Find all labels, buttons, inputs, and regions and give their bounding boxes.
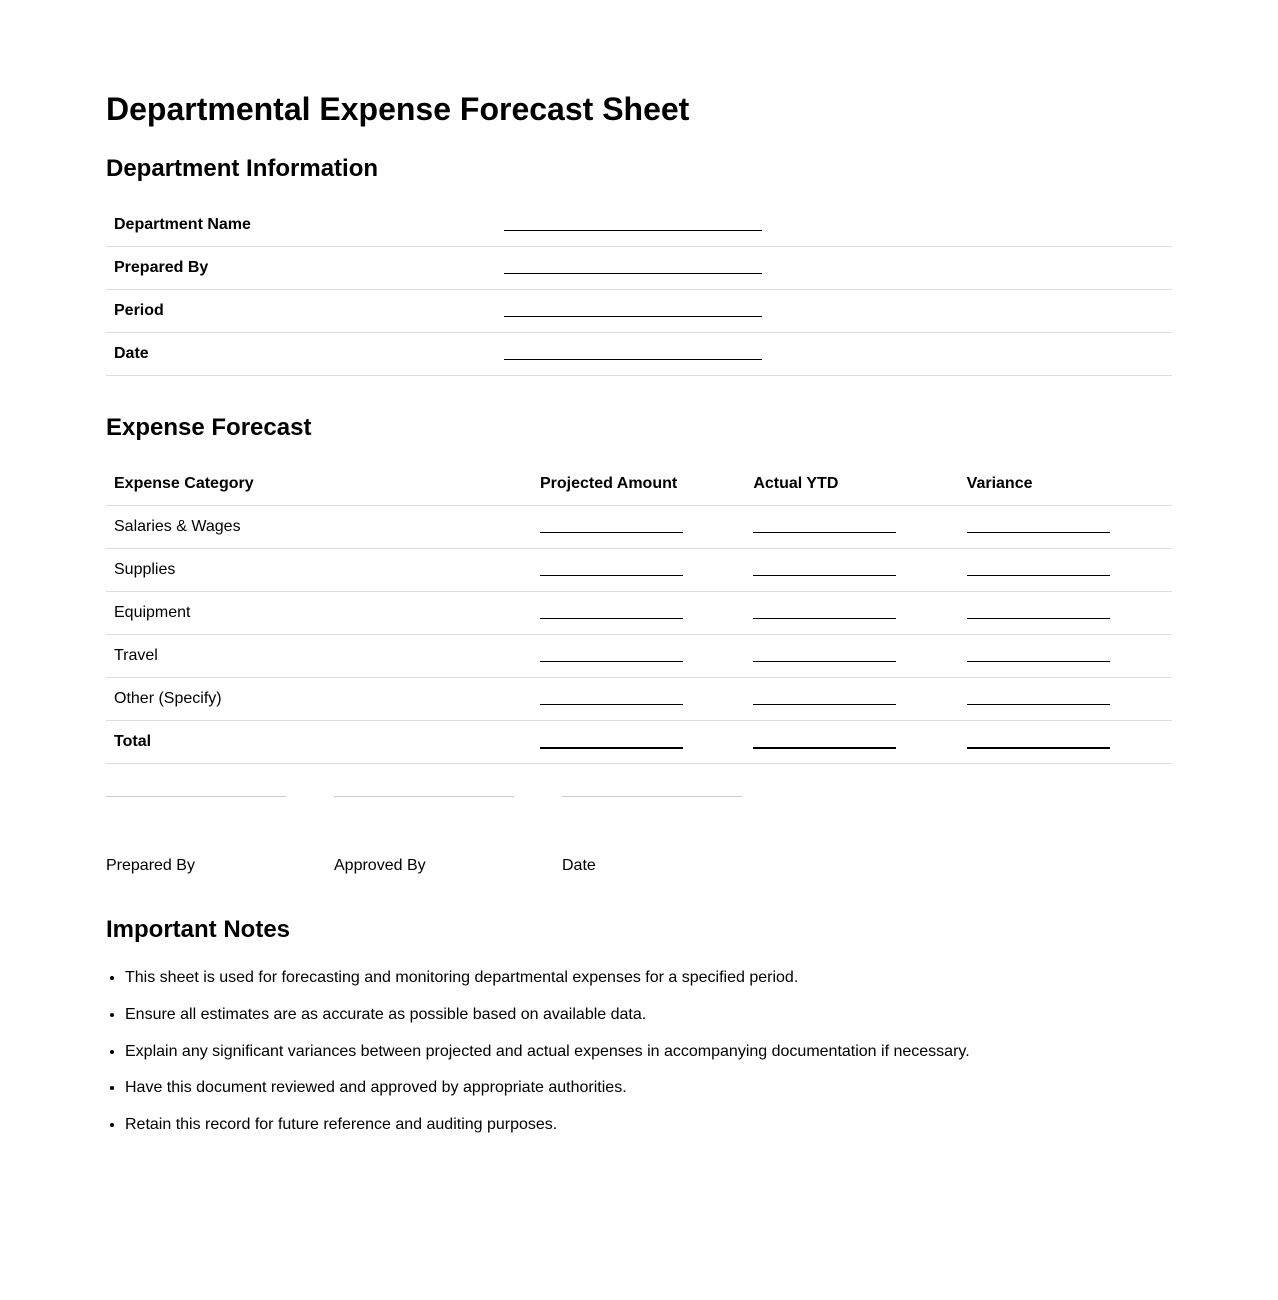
- approved-by-signature-line[interactable]: [334, 796, 514, 797]
- info-row-prepared-by: [106, 247, 1172, 290]
- list-item: • Ensure all estimates are as accurate as possible based on available data.: [125, 1005, 1165, 1025]
- total-label: Total: [106, 721, 532, 764]
- department-name-field[interactable]: [496, 204, 1172, 247]
- period-label: Period: [106, 290, 496, 333]
- prepared-by-line: [504, 273, 762, 274]
- signature-labels: [106, 857, 806, 877]
- category-cell: Other (Specify): [106, 678, 532, 721]
- period-field[interactable]: [496, 290, 1172, 333]
- date-line: [504, 359, 762, 360]
- total-variance-field[interactable]: [959, 721, 1172, 764]
- notes-list: [106, 968, 1165, 1152]
- blank-line: [753, 575, 896, 576]
- expense-forecast-heading: Expense Forecast: [106, 414, 312, 441]
- category-cell: Salaries & Wages: [106, 506, 532, 549]
- blank-line: [753, 532, 896, 533]
- total-actual-ytd-field[interactable]: [745, 721, 958, 764]
- variance-field[interactable]: [959, 506, 1172, 549]
- blank-line: [967, 532, 1110, 533]
- blank-line: [540, 704, 683, 705]
- list-item: • Explain any significant variances between projected and actual expenses in accompanying documentation if necessary.: [125, 1042, 1165, 1062]
- table-row: [106, 678, 1172, 721]
- total-line: [967, 747, 1110, 749]
- blank-line: [540, 661, 683, 662]
- actual-ytd-field[interactable]: [745, 506, 958, 549]
- notes-heading: Important Notes: [106, 916, 291, 943]
- prepared-by-label: Prepared By: [106, 247, 496, 290]
- projected-amount-field[interactable]: [532, 506, 745, 549]
- department-info-table: [106, 204, 1172, 376]
- category-cell: Supplies: [106, 549, 532, 592]
- column-header-variance: Variance: [959, 463, 1172, 506]
- prepared-by-signature-line[interactable]: [106, 796, 286, 797]
- approved-by-signature-label: Approved By: [334, 857, 426, 874]
- total-line: [753, 747, 896, 749]
- total-projected-field[interactable]: [532, 721, 745, 764]
- actual-ytd-field[interactable]: [745, 635, 958, 678]
- table-row: [106, 592, 1172, 635]
- list-item: • This sheet is used for forecasting and monitoring departmental expenses for a specified period.: [125, 968, 1165, 988]
- actual-ytd-field[interactable]: [745, 549, 958, 592]
- category-cell: Travel: [106, 635, 532, 678]
- prepared-by-signature-label: Prepared By: [106, 857, 195, 874]
- table-row: [106, 549, 1172, 592]
- category-cell: Equipment: [106, 592, 532, 635]
- actual-ytd-field[interactable]: [745, 592, 958, 635]
- blank-line: [540, 618, 683, 619]
- variance-field[interactable]: [959, 592, 1172, 635]
- blank-line: [540, 532, 683, 533]
- projected-amount-field[interactable]: [532, 549, 745, 592]
- blank-line: [967, 575, 1110, 576]
- info-row-department-name: [106, 204, 1172, 247]
- expense-forecast-table: [106, 463, 1172, 764]
- total-row: [106, 721, 1172, 764]
- column-header-actual-ytd: Actual YTD: [745, 463, 958, 506]
- blank-line: [967, 704, 1110, 705]
- projected-amount-field[interactable]: [532, 635, 745, 678]
- prepared-by-field[interactable]: [496, 247, 1172, 290]
- page-title: Departmental Expense Forecast Sheet: [106, 91, 690, 127]
- actual-ytd-field[interactable]: [745, 678, 958, 721]
- department-name-line: [504, 230, 762, 231]
- variance-field[interactable]: [959, 635, 1172, 678]
- signature-lines: [106, 796, 806, 797]
- projected-amount-field[interactable]: [532, 678, 745, 721]
- blank-line: [753, 661, 896, 662]
- department-name-label: Department Name: [106, 204, 496, 247]
- period-line: [504, 316, 762, 317]
- list-item: • Have this document reviewed and approved by appropriate authorities.: [125, 1078, 1165, 1098]
- date-signature-label: Date: [562, 857, 596, 874]
- variance-field[interactable]: [959, 549, 1172, 592]
- blank-line: [540, 575, 683, 576]
- column-header-projected: Projected Amount: [532, 463, 745, 506]
- variance-field[interactable]: [959, 678, 1172, 721]
- date-signature-line[interactable]: [562, 796, 742, 797]
- blank-line: [753, 704, 896, 705]
- total-line: [540, 747, 683, 749]
- blank-line: [753, 618, 896, 619]
- info-row-date: [106, 333, 1172, 376]
- projected-amount-field[interactable]: [532, 592, 745, 635]
- date-label: Date: [106, 333, 496, 376]
- department-info-heading: Department Information: [106, 155, 379, 182]
- date-field[interactable]: [496, 333, 1172, 376]
- blank-line: [967, 618, 1110, 619]
- blank-line: [967, 661, 1110, 662]
- info-row-period: [106, 290, 1172, 333]
- list-item: • Retain this record for future reference and auditing purposes.: [125, 1115, 1165, 1135]
- table-header-row: [106, 463, 1172, 506]
- table-row: [106, 635, 1172, 678]
- table-row: [106, 506, 1172, 549]
- column-header-category: Expense Category: [106, 463, 532, 506]
